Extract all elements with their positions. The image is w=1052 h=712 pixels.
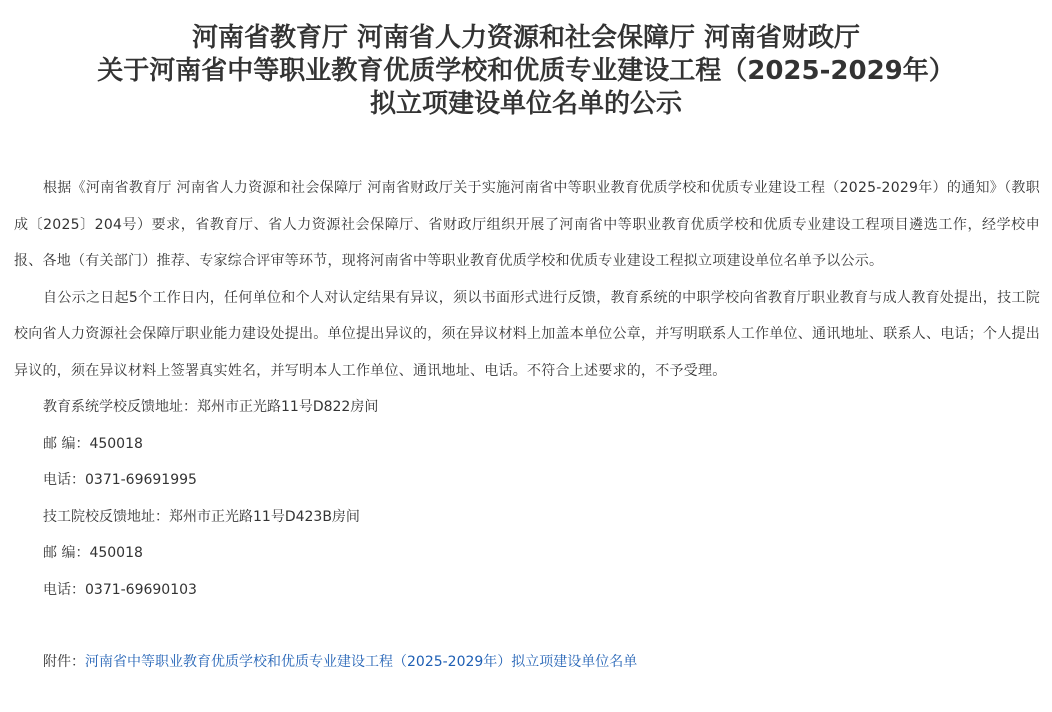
- section-spacer: [14, 608, 1040, 644]
- title-line-purpose: 拟立项建设单位名单的公示: [369, 89, 682, 119]
- technical-feedback-address: 技工院校反馈地址：郑州市正光路11号D423B房间: [43, 508, 360, 525]
- education-contact-block: [14, 389, 1040, 499]
- attachment-line: [14, 644, 1040, 680]
- technical-phone: 电话：0371-69690103: [43, 581, 197, 598]
- technical-contact-block: [14, 499, 1040, 609]
- attachment-link[interactable]: 河南省中等职业教育优质学校和优质专业建设工程（2025-2029年）拟立项建设单位名单: [85, 654, 638, 670]
- technical-postcode: 邮 编：450018: [43, 545, 143, 561]
- attachment-label: 附件：: [43, 654, 85, 670]
- body-paragraph-intro: 根据《河南省教育厅 河南省人力资源和社会保障厅 河南省财政厅关于实施河南省中等职业教育优质学校和优质专业建设工程（2025-2029年）的通知》（教职成〔2025〕204号）要求，省教育厅、省人力资源社会保障厅、省财政厅组织开展了河南省中等职业教育优质学校和优质专业建设工程项目遴选工作，经学校申报、各地（有关部门）推荐、专家综合评审等环节，现将河南省中等职业教育优质学校和优质专业建设工程拟立项建设单位名单予以公示。: [14, 180, 1040, 269]
- education-postcode: 邮 编：450018: [43, 435, 143, 452]
- body-paragraph-objection: 自公示之日起5个工作日内，任何单位和个人对认定结果有异议，须以书面形式进行反馈，教育系统的中职学校向省教育厅职业教育与成人教育处提出，技工院校向省人力资源社会保障厅职业能力建设处提出。单位提出异议的，须在异议材料上加盖本单位公章，并写明联系人工作单位、通讯地址、联系人、电话；个人提出异议的，须在异议材料上签署真实姓名，并写明本人工作单位、通讯地址、电话。不符合上述要求的，不予受理。: [14, 289, 1040, 379]
- title-line-subject: 关于河南省中等职业教育优质学校和优质专业建设工程（2025-2029年）: [97, 56, 955, 86]
- education-feedback-address: 教育系统学校反馈地址：郑州市正光路11号D822房间: [43, 399, 379, 415]
- notice-title: [0, 22, 1052, 121]
- title-line-issuers: 河南省教育厅 河南省人力资源和社会保障厅 河南省财政厅: [191, 23, 861, 53]
- education-phone: 电话：0371-69691995: [43, 472, 197, 488]
- notice-body: [14, 170, 1040, 680]
